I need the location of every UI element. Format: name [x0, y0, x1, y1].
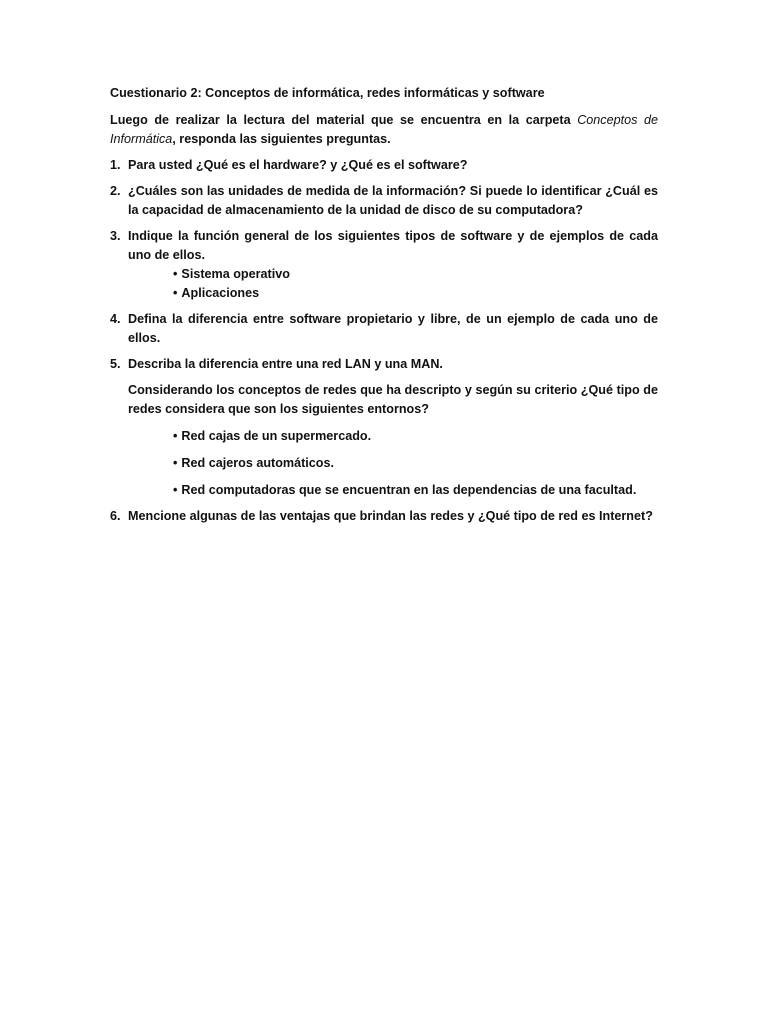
question-text: Defina la diferencia entre software propietario y libre, de un ejemplo de cada uno de ellos. [128, 312, 658, 345]
intro-folder-name: Conceptos de Informática [110, 113, 658, 146]
question-text: Para usted ¿Qué es el hardware? y ¿Qué es el software? [128, 158, 468, 172]
question-paragraph: Considerando los conceptos de redes que ha descripto y según su criterio ¿Qué tipo de redes considera que son los siguientes entornos? [128, 383, 658, 416]
list-item [173, 427, 658, 446]
bullet-icon: • [173, 429, 178, 443]
bullet-icon: • [173, 456, 178, 470]
question-text: Mencione algunas de las ventajas que brindan las redes y ¿Qué tipo de red es Internet? [128, 509, 653, 523]
question-text: Indique la función general de los siguientes tipos de software y de ejemplos de cada uno de ellos. [128, 229, 658, 262]
question-number: 5. [110, 357, 121, 371]
bullet-icon: • [173, 483, 178, 497]
question-list [110, 156, 658, 526]
question-number: 2. [110, 184, 121, 198]
question-5 [110, 355, 658, 500]
question-1 [110, 156, 658, 175]
list-item-text: Red cajeros automáticos. [181, 456, 334, 470]
question-number: 3. [110, 229, 121, 243]
list-item [173, 265, 658, 284]
question-text: Describa la diferencia entre una red LAN y una MAN. [128, 357, 443, 371]
list-item [173, 481, 658, 500]
question-number: 6. [110, 509, 121, 523]
list-item-text: Red computadoras que se encuentran en las dependencias de una facultad. [181, 483, 637, 497]
bullet-icon: • [173, 286, 178, 300]
intro-text-before: Luego de realizar la lectura del material que se encuentra en la carpeta [110, 113, 578, 127]
network-environments-list [128, 427, 658, 500]
question-3 [110, 227, 658, 303]
question-number: 1. [110, 158, 121, 172]
list-item [173, 284, 658, 303]
document-page [110, 84, 658, 533]
bullet-icon: • [173, 267, 178, 281]
question-text: ¿Cuáles son las unidades de medida de la información? Si puede lo identificar ¿Cuál es la capacidad de almacenamiento de la unidad de disco de su computadora? [128, 184, 658, 217]
list-item-text: Aplicaciones [181, 286, 260, 300]
list-item-text: Red cajas de un supermercado. [181, 429, 372, 443]
intro-text-after: , responda las siguientes preguntas. [172, 132, 391, 146]
document-title: Cuestionario 2: Conceptos de informática, redes informáticas y software [110, 86, 545, 100]
question-number: 4. [110, 312, 121, 326]
list-item [173, 454, 658, 473]
list-item-text: Sistema operativo [181, 267, 290, 281]
software-types-list [128, 265, 658, 303]
intro-paragraph [110, 111, 658, 149]
question-6 [110, 507, 658, 526]
question-2 [110, 182, 658, 220]
question-4 [110, 310, 658, 348]
